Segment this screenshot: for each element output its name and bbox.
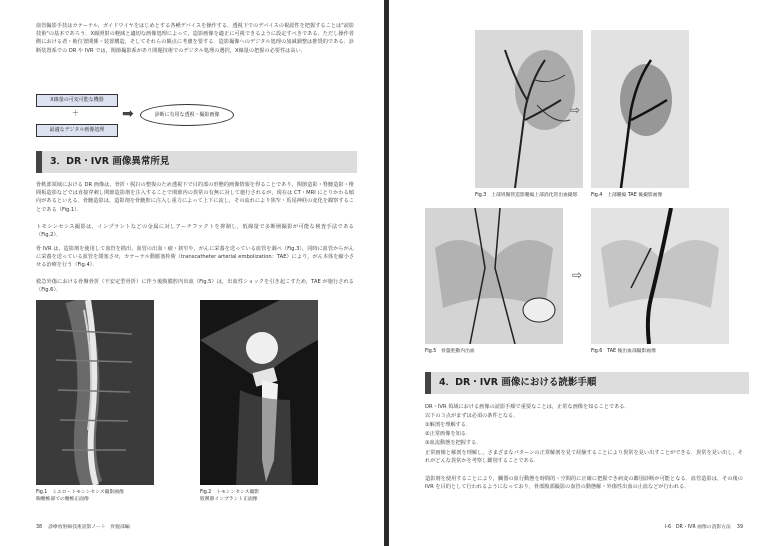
fig3-caption: Fig.3 上部胃腸管造影腫瘍上部消化管出血撮影 xyxy=(475,193,578,198)
right-paragraph-1: DR・IVR 領域における画像の読影手順で重要なことは，正常な画像を知ることである． xyxy=(425,404,630,410)
fig5-pelvis-graphic xyxy=(425,208,563,344)
fig2-caption-title: Fig.2 トモシンセシス撮影 xyxy=(200,490,260,495)
list-item-3: ③血流動態を把握する． xyxy=(425,440,482,446)
fig2-caption xyxy=(200,489,350,503)
diagram-arrow-icon: ➡ xyxy=(122,106,134,122)
left-page xyxy=(0,0,384,546)
diagram-result-ellipse: 診断に有用な透視・撮影画像 xyxy=(140,104,234,126)
fig1-myelo-image xyxy=(36,300,154,485)
body-paragraph-1: 骨軟部領域における DR 画像は，骨折・脱臼の整復のため透視下で目的部の形態的画像情報を得ることであり，関節造影・脊髄造影・椎間板造影などでは直接穿刺し関節造影剤を注入することで関節内の異常の有無に対して施行されるが，現在は CT・MRI にとりかわる傾向があるといえる．骨髄造影は，造影剤を骨髄腔に注入し重力によって上下に流し，その流れにより狭窄・馬尾神経の変化を観察することである（Fig.1）． xyxy=(36,182,354,213)
fig4-post-tae-image xyxy=(591,30,689,188)
fig5-to-fig6-arrow-icon: ⇨ xyxy=(572,268,583,282)
body-paragraph-2: トモシンセシス撮影は，インプラントなどの金属に対しアーチファクトを抑制し，低線量で多断層撮影が可能な検査手法である（Fig.2）． xyxy=(36,224,354,239)
left-running-footer: 診療放射線技術読影ノート 骨腹部編 xyxy=(48,525,130,530)
intro-paragraph: 血管撮影手技はカテーテル，ガイドワイヤをはじめとする各種デバイスを操作する．透視下でのデバイスの視認性を把握することは"読影技術"の基本であろう．X線照射の軽減と適切な画像処理によって，造影画像を適正に可視できるように設定すべきである．ただし操作者側における者・術位置関係・装置構造，そしてそれらの観点に考慮を要する．造影撮像へのデジタル処理の加減調整は推奨的である．診断装置系での DR や IVR では，関節撮影系があり問題技術でのデジタル処理の選択，X線量の把握の必要性は高い． xyxy=(36,23,354,54)
section-4-heading xyxy=(425,372,749,394)
right-running-footer: I-6 DR・IVR 画像の読影方法 xyxy=(664,525,731,530)
fig2-hip-implant-graphic xyxy=(200,300,318,485)
fig1-caption-title: Fig.1 ミエロ・トモシンセシス撮影画像 xyxy=(36,490,124,495)
left-page-number: 38 xyxy=(36,525,43,530)
fig2-implant-image xyxy=(200,300,318,485)
fig2-caption-sub: 股関節インプラント正面像 xyxy=(200,497,258,502)
fig3-to-fig4-arrow-icon: ⇨ xyxy=(570,103,581,117)
right-paragraph-2: 以下の３点がまずは必須の条件となる． xyxy=(425,413,519,419)
diagram-plus: ＋ xyxy=(72,109,79,117)
right-paragraph-4: 造影剤を使用することにより，臓器の血行動態を時間的・空間的に正確に把握でき病変の鑑別診断が可能となる．血管造影は，その後の IVR を目的として行われるようになっており，骨部腹部撮影の血管の動態解・外傷性出血の止血などが行われる． xyxy=(425,476,743,491)
fig1-spine-graphic xyxy=(36,300,154,485)
right-page-footer xyxy=(665,523,743,530)
fig5-pelvic-image xyxy=(425,208,563,344)
section-3-title: 3．DR・IVR 画像異常所見 xyxy=(50,156,170,167)
list-item-1: ①解剖を理解する． xyxy=(425,422,472,428)
diagram-box-equipment: X線量の可変可能な機器 xyxy=(36,94,118,107)
diagram-box-processing: 最適なデジタル画像処理 xyxy=(36,124,118,137)
fig5-caption: Fig.5 骨盤腔動内出血 xyxy=(425,349,475,354)
fig1-caption xyxy=(36,489,176,503)
fig6-pelvis-graphic xyxy=(591,208,729,344)
body-paragraph-3: 骨 IVR は，造影剤を使用して血管を描出，血管の出血・瘤・狭窄や，がんに栄養を送っている血管を調べ（Fig.3），同時に血管からがんに栄養を送っている血管を閉塞させ，カテーテル動脈塞栓術（transcatheter arterial embolization：TAE）により，がん本体を縮小させる治療を行う（Fig.4）． xyxy=(36,246,354,269)
list-item-2: ②正常画像を知る． xyxy=(425,431,472,437)
body-paragraph-4: 救急外傷における骨盤骨折（不安定型骨折）に伴う後腹膜腔内出血（Fig.5）は，出血性ショックを引き起こすため，TAE が施行される（Fig.6）． xyxy=(36,279,354,294)
fig6-caption: Fig.6 TAE 後出血部撮影画像 xyxy=(591,349,656,354)
fig4-vessel-graphic xyxy=(591,30,689,188)
fig1-caption-sub: 胸腰椎部での腰椎正面像 xyxy=(36,497,89,502)
fig4-caption: Fig.4 上部腫瘍 TAE 後撮影画像 xyxy=(591,193,663,198)
right-paragraph-3: 正常画像と解剖を理解し，さまざまなパターンの正常解剖を見て経験することにより異常を見い出すことができる．異常を見い出し，それがどんな異常かを考察し鑑別することである． xyxy=(425,450,743,465)
section-3-heading xyxy=(36,151,357,173)
fig6-post-tae-pelvic-image xyxy=(591,208,729,344)
section-4-title: 4．DR・IVR 画像における読影手順 xyxy=(439,377,597,388)
fig3-vessel-graphic xyxy=(475,30,583,188)
right-page xyxy=(389,0,773,546)
fig3-angiography-image xyxy=(475,30,583,188)
left-page-footer xyxy=(36,523,130,530)
right-page-number: 39 xyxy=(736,525,743,530)
